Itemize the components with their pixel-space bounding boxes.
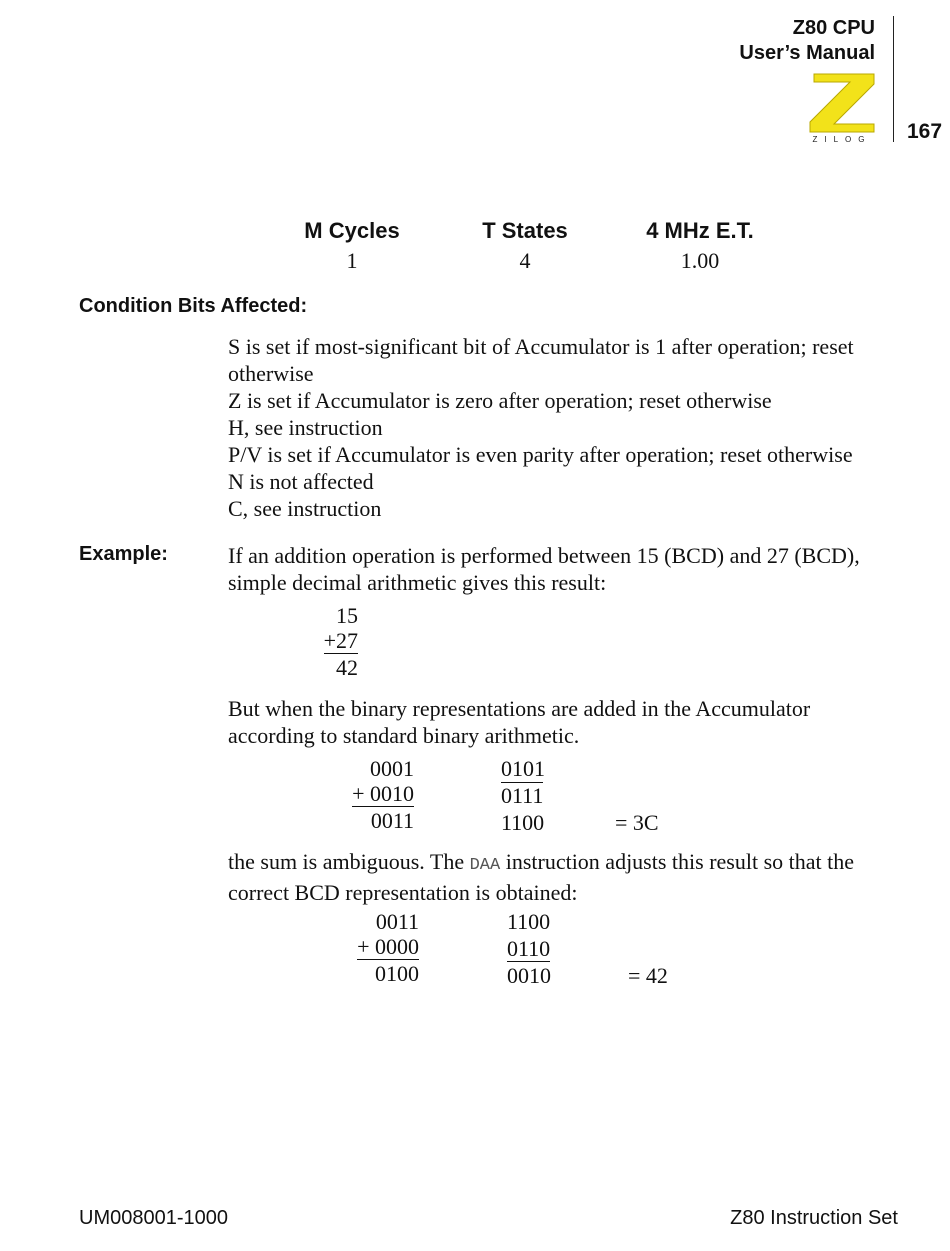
daa-result: 0100 — [375, 961, 419, 986]
daa-paragraph-line1 — [228, 848, 908, 879]
condition-line: N is not affected — [228, 469, 374, 494]
condition-line: P/V is set if Accumulator is even parity after operation; reset otherwise — [228, 442, 853, 467]
example-label: Example: — [79, 543, 168, 565]
condition-line: H, see instruction — [228, 415, 383, 440]
decimal-operand: +27 — [323, 628, 358, 653]
condition-line: otherwise — [228, 361, 314, 386]
zilog-logo — [806, 72, 878, 144]
header-divider — [893, 16, 894, 142]
binary-operand: 0101 — [501, 756, 545, 781]
example-intro — [228, 542, 898, 596]
condition-line: Z is set if Accumulator is zero after operation; reset otherwise — [228, 388, 772, 413]
daa-text-prefix: the sum is ambiguous. The — [228, 849, 465, 874]
page-number: 167 — [907, 120, 943, 143]
condition-line: C, see instruction — [228, 496, 382, 521]
example-intro-line: If an addition operation is performed between 15 (BCD) and 27 (BCD), — [228, 543, 860, 568]
daa-operand: 0110 — [507, 936, 551, 961]
daa-sum-low-nibble — [507, 908, 567, 989]
zilog-z-shape — [810, 74, 874, 132]
footer-doc-id: UM008001-1000 — [79, 1207, 228, 1229]
value-m-cycles: 1 — [346, 248, 358, 273]
binary-result: 1100 — [501, 810, 545, 835]
daa-instruction-code: DAA — [469, 856, 501, 875]
binary-operand: 0111 — [501, 783, 544, 808]
daa-sum-high-nibble — [335, 908, 419, 987]
decimal-sum — [300, 602, 358, 681]
binary-operand: 0001 — [370, 756, 414, 781]
value-t-states: 4 — [519, 248, 531, 273]
binary-sum-high-nibble — [330, 755, 414, 834]
zilog-logo-text: ZILOG — [812, 135, 872, 144]
daa-result: 0010 — [507, 963, 551, 988]
manual-title-line1: Z80 CPU — [792, 17, 875, 39]
decimal-operand: 15 — [336, 603, 358, 628]
binary-intro-line: according to standard binary arithmetic. — [228, 723, 580, 748]
binary-intro — [228, 695, 898, 749]
header-m-cycles: M Cycles — [304, 218, 400, 243]
daa-operand: 1100 — [507, 909, 551, 934]
binary-operand: + 0010 — [352, 781, 414, 806]
daa-paragraph — [228, 848, 908, 906]
binary-sum-hex-result: = 3C — [615, 810, 659, 835]
daa-sum-decimal-result: = 42 — [628, 963, 668, 988]
daa-operand: 0011 — [375, 909, 419, 934]
header-t-states: T States — [482, 218, 568, 243]
manual-title-line2: User’s Manual — [739, 42, 875, 64]
binary-sum-low-nibble — [501, 755, 561, 836]
condition-bits-list — [228, 333, 898, 522]
header-et: 4 MHz E.T. — [646, 218, 754, 243]
decimal-result: 42 — [336, 655, 358, 680]
daa-operand: + 0000 — [357, 934, 419, 959]
manual-title — [739, 16, 875, 66]
daa-paragraph-line2: correct BCD representation is obtained: — [228, 880, 578, 905]
daa-text-suffix: instruction adjusts this result so that the — [505, 849, 855, 874]
condition-line: S is set if most-significant bit of Accumulator is 1 after operation; reset — [228, 334, 854, 359]
example-intro-line: simple decimal arithmetic gives this result: — [228, 570, 607, 595]
binary-intro-line: But when the binary representations are added in the Accumulator — [228, 696, 811, 721]
binary-result: 0011 — [370, 808, 414, 833]
value-et: 1.00 — [680, 248, 720, 273]
footer-section: Z80 Instruction Set — [730, 1207, 898, 1229]
condition-bits-label: Condition Bits Affected: — [79, 295, 308, 317]
